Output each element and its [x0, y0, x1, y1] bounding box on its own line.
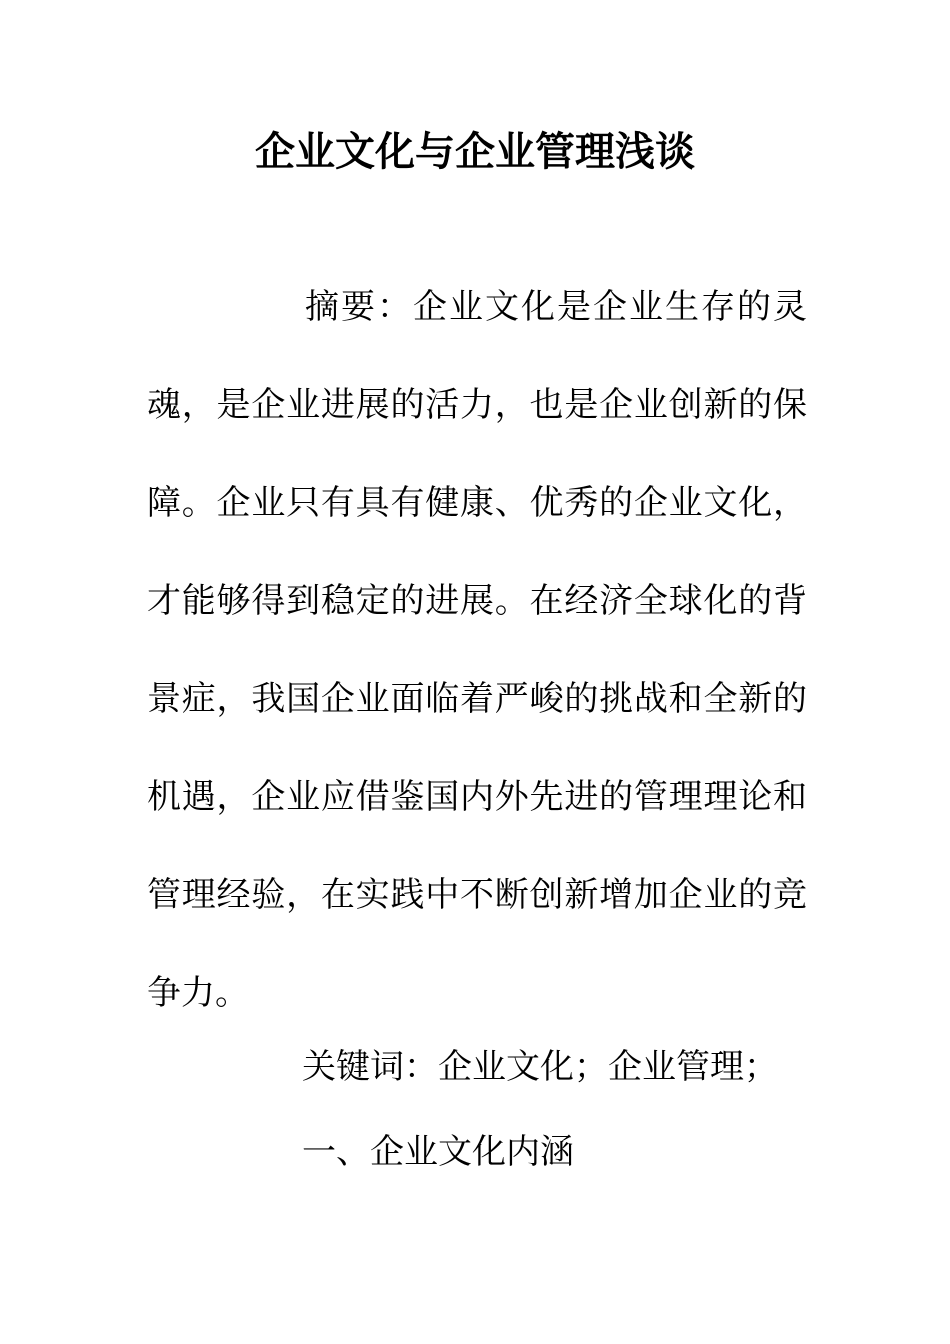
abstract-paragraph: 摘要：企业文化是企业生存的灵魂，是企业进展的活力，也是企业创新的保障。企业只有具有健康、优秀的企业文化，才能够得到稳定的进展。在经济全球化的背景症，我国企业面临着严峻的挑战和全新的机遇，企业应借鉴国内外先进的管理理论和管理经验，在实践中不断创新增加企业的竞争力。 — [147, 287, 807, 1013]
section-heading: 一、企业文化内涵 — [302, 1132, 574, 1172]
keywords-line: 关键词：企业文化；企业管理； — [302, 1047, 778, 1087]
document-title: 企业文化与企业管理浅谈 — [255, 128, 695, 175]
